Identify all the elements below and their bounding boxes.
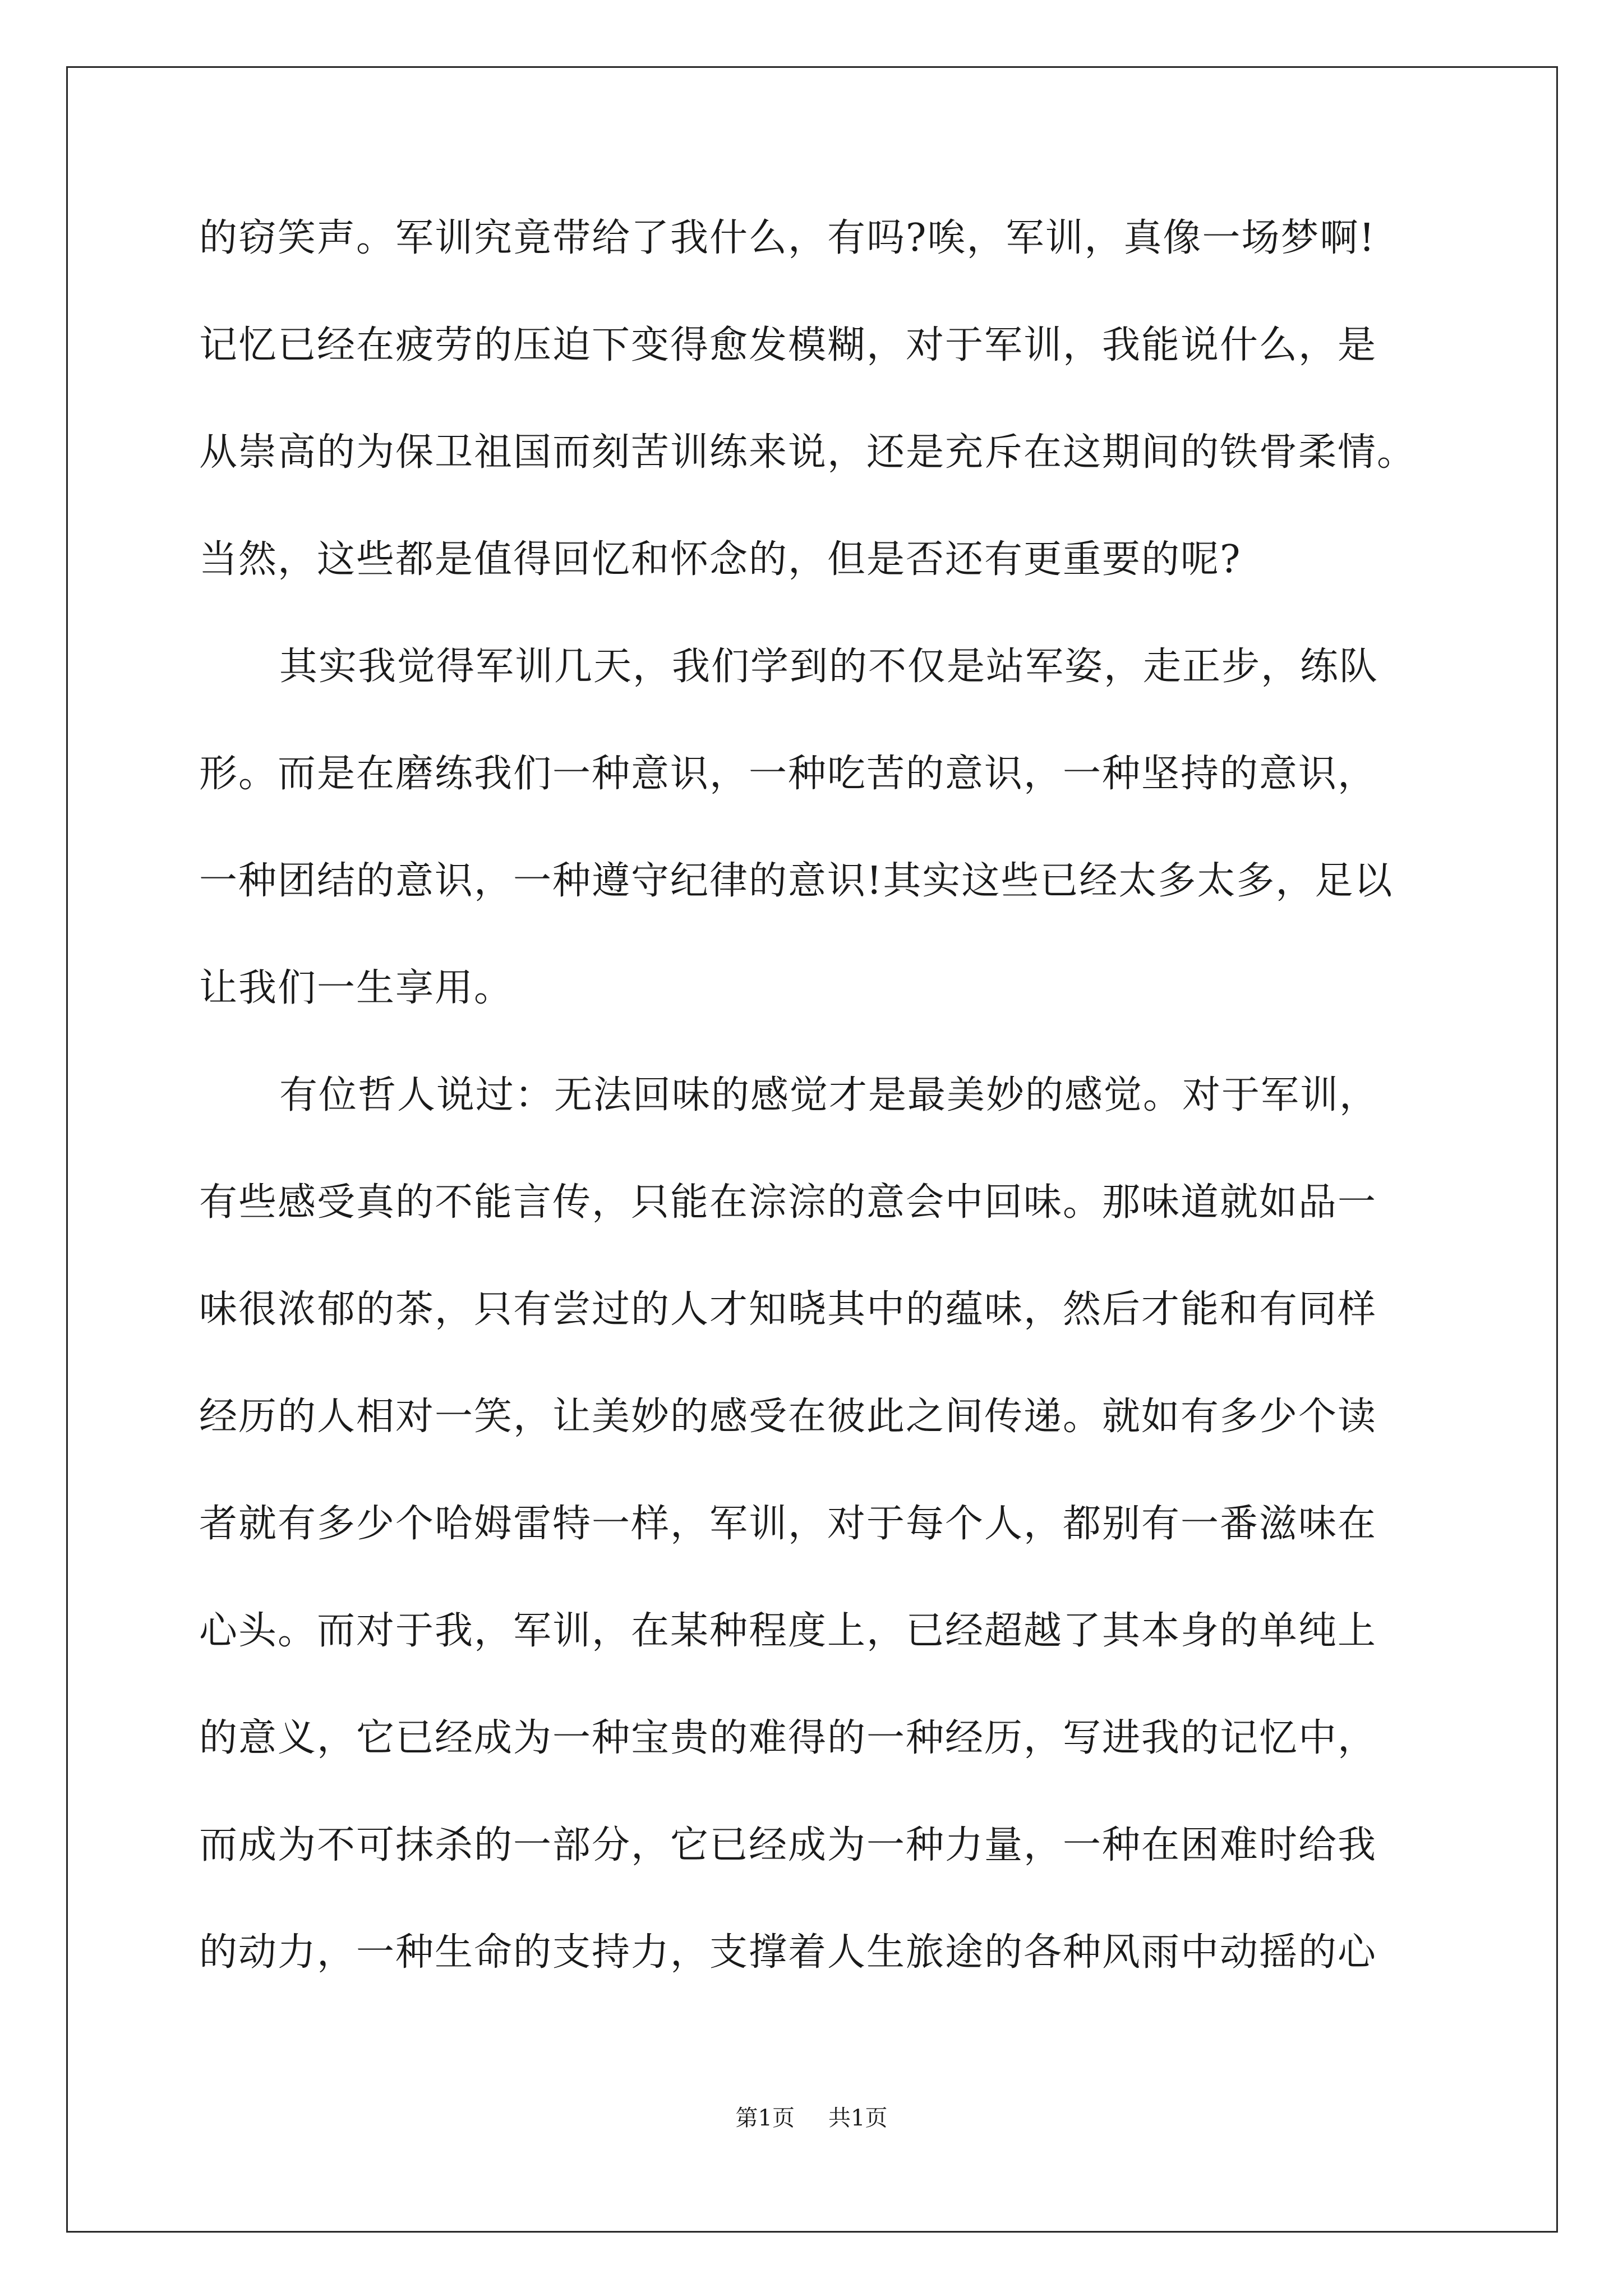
text-line: 心头。而对于我，军训，在某种程度上，已经超越了其本身的单纯上 — [199, 1609, 1377, 1653]
page-number: 第1页 — [735, 2105, 795, 2131]
text-line: 的意义，它已经成为一种宝贵的难得的一种经历，写进我的记忆中， — [199, 1716, 1377, 1760]
text-line: 而成为不可抹杀的一部分，它已经成为一种力量，一种在困难时给我 — [199, 1823, 1377, 1867]
text-line: 让我们一生享用。 — [199, 966, 514, 1010]
page-total: 共1页 — [828, 2105, 888, 2131]
text-line: 的窃笑声。军训究竟带给了我什么，有吗?唉，军训，真像一场梦啊! — [199, 216, 1376, 260]
text-line: 记忆已经在疲劳的压迫下变得愈发模糊，对于军训，我能说什么，是 — [199, 323, 1377, 367]
text-line: 味很浓郁的茶，只有尝过的人才知晓其中的蕴味，然后才能和有同样 — [199, 1287, 1377, 1332]
text-line: 经历的人相对一笑，让美妙的感受在彼此之间传递。就如有多少个读 — [199, 1395, 1377, 1439]
page-footer — [0, 2101, 1623, 2135]
text-line: 有些感受真的不能言传，只能在淙淙的意会中回味。那味道就如品一 — [199, 1180, 1377, 1225]
text-line: 形。而是在磨练我们一种意识，一种吃苦的意识，一种坚持的意识， — [199, 752, 1377, 796]
text-line: 一种团结的意识，一种遵守纪律的意识!其实这些已经太多太多，足以 — [199, 859, 1394, 903]
text-line: 的动力，一种生命的支持力，支撑着人生旅途的各种风雨中动摇的心 — [199, 1930, 1377, 1975]
document-body — [199, 205, 1455, 2026]
text-line: 其实我觉得军训几天，我们学到的不仅是站军姿，走正步，练队 — [279, 645, 1379, 689]
text-line: 从崇高的为保卫祖国而刻苦训练来说，还是充斥在这期间的铁骨柔情。 — [199, 430, 1417, 475]
text-line: 当然，这些都是值得回忆和怀念的，但是否还有更重要的呢? — [199, 537, 1242, 582]
text-line: 有位哲人说过：无法回味的感觉才是最美妙的感觉。对于军训， — [279, 1073, 1379, 1117]
text-line: 者就有多少个哈姆雷特一样，军训，对于每个人，都别有一番滋味在 — [199, 1502, 1377, 1546]
